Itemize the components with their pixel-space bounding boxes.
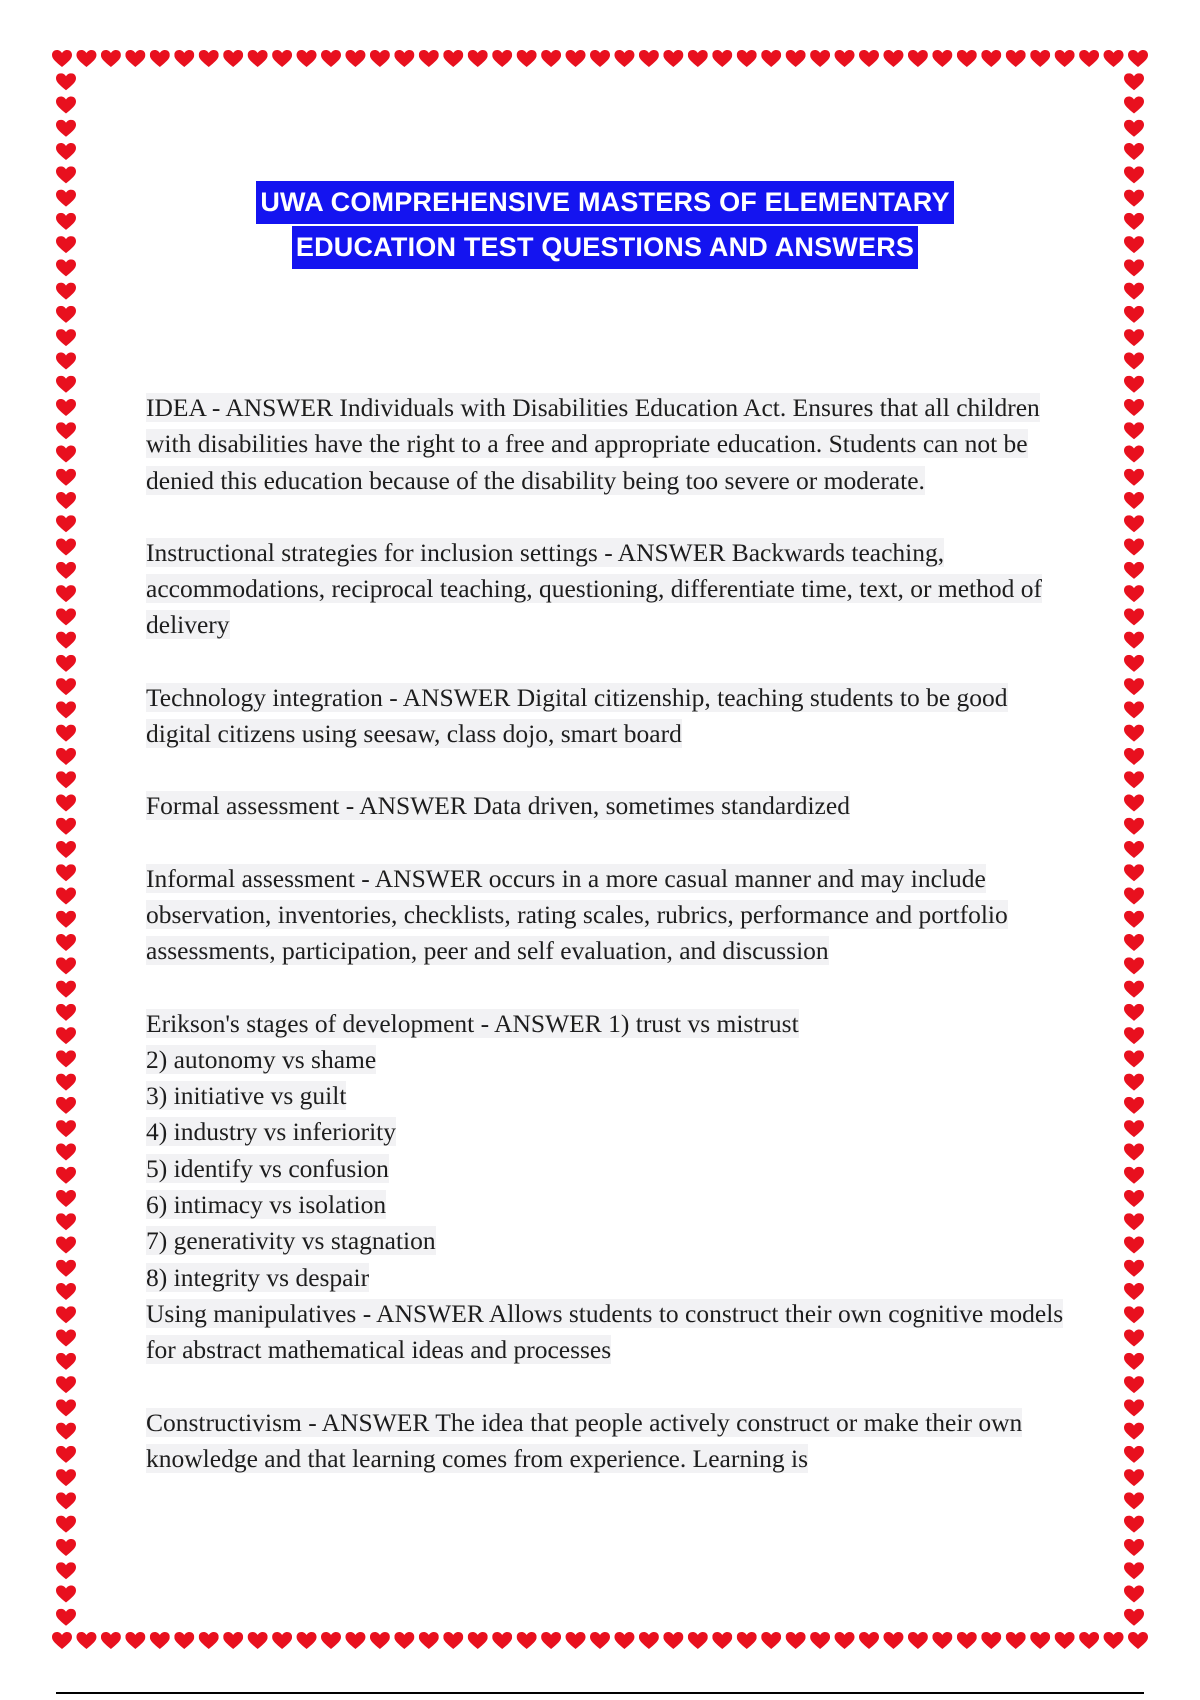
heart-icon (517, 1632, 537, 1649)
heart-icon (541, 1632, 561, 1649)
heart-icon (56, 864, 76, 881)
heart-icon (56, 1050, 76, 1067)
heart-icon (981, 50, 1001, 67)
heart-icon (199, 1632, 219, 1649)
heart-icon (761, 1632, 781, 1649)
heart-icon (272, 1632, 292, 1649)
heart-icon (52, 50, 72, 67)
heart-icon (614, 50, 634, 67)
heart-icon (125, 50, 145, 67)
heart-icon (56, 1330, 76, 1347)
heart-icon (56, 888, 76, 905)
heart-icon (56, 841, 76, 858)
heart-icon (56, 1027, 76, 1044)
heart-icon (1030, 50, 1050, 67)
heart-icon (1124, 1330, 1144, 1347)
qa-item-technology-integration: Technology integration - ANSWER Digital citizenship, teaching students to be good digital citizens using seesaw, class dojo, smart board (146, 682, 1008, 749)
heart-icon (541, 50, 561, 67)
heart-icon (810, 50, 830, 67)
heart-icon (56, 143, 76, 160)
heart-icon (56, 259, 76, 276)
heart-icon (786, 50, 806, 67)
heart-icon (1124, 911, 1144, 928)
heart-icon (1124, 143, 1144, 160)
heart-icon (56, 632, 76, 649)
heart-icon (1124, 1423, 1144, 1440)
heart-icon (883, 1632, 903, 1649)
heart-icon (56, 1585, 76, 1602)
heart-icon (56, 1120, 76, 1137)
heart-icon (1124, 1283, 1144, 1300)
erikson-line: 7) generativity vs stagnation (146, 1226, 436, 1256)
heart-icon (150, 1632, 170, 1649)
heart-icon (1124, 329, 1144, 346)
heart-icon (56, 97, 76, 114)
heart-icon (370, 50, 390, 67)
heart-icon (663, 1632, 683, 1649)
heart-icon (56, 515, 76, 532)
heart-icon (297, 1632, 317, 1649)
heart-icon (56, 748, 76, 765)
heart-icon (1124, 515, 1144, 532)
heart-icon (957, 1632, 977, 1649)
heart-icon (761, 50, 781, 67)
heart-icon (56, 469, 76, 486)
heart-icon (1006, 1632, 1026, 1649)
heart-icon (1124, 1213, 1144, 1230)
heart-icon (1124, 1585, 1144, 1602)
heart-icon (56, 608, 76, 625)
heart-icon (786, 1632, 806, 1649)
heart-icon (56, 73, 76, 90)
heart-icon (321, 1632, 341, 1649)
heart-icon (1124, 562, 1144, 579)
heart-icon (56, 213, 76, 230)
heart-icon (56, 166, 76, 183)
heart-icon (1104, 50, 1124, 67)
heart-icon (223, 1632, 243, 1649)
heart-icon (1128, 1632, 1148, 1649)
heart-icon (1124, 888, 1144, 905)
heart-icon (1124, 97, 1144, 114)
erikson-line: 6) intimacy vs isolation (146, 1190, 387, 1220)
heart-icon (566, 50, 586, 67)
heart-icon (1124, 1004, 1144, 1021)
heart-icon (1124, 539, 1144, 556)
heart-icon (1124, 934, 1144, 951)
heart-icon (56, 1446, 76, 1463)
heart-icon (1124, 1399, 1144, 1416)
heart-icon (1124, 446, 1144, 463)
heart-icon (56, 399, 76, 416)
heart-icon (174, 50, 194, 67)
heart-icon (56, 818, 76, 835)
qa-item-constructivism: Constructivism - ANSWER The idea that people actively construct or make their own knowledge and that learning comes from experience. Learning is (146, 1407, 1023, 1473)
heart-icon (908, 1632, 928, 1649)
heart-icon (1124, 1097, 1144, 1114)
heart-icon (1124, 794, 1144, 811)
heart-icon (56, 376, 76, 393)
heart-icon (1124, 306, 1144, 323)
heart-icon (174, 1632, 194, 1649)
heart-icon (1124, 1190, 1144, 1207)
heart-icon (1124, 701, 1144, 718)
heart-icon (101, 1632, 121, 1649)
heart-icon (1104, 1632, 1124, 1649)
heart-icon (957, 50, 977, 67)
heart-icon (1124, 1516, 1144, 1533)
heart-icon (370, 1632, 390, 1649)
heart-icon (56, 492, 76, 509)
page-divider (56, 1692, 1144, 1694)
heart-icon (1124, 864, 1144, 881)
heart-icon (1124, 120, 1144, 137)
qa-list (146, 390, 1076, 1513)
heart-icon (56, 1167, 76, 1184)
heart-icon (1124, 259, 1144, 276)
heart-icon (321, 50, 341, 67)
heart-icon (76, 1632, 96, 1649)
heart-icon (56, 1609, 76, 1626)
heart-icon (56, 655, 76, 672)
heart-icon (835, 50, 855, 67)
heart-icon (1124, 981, 1144, 998)
heart-icon (56, 794, 76, 811)
heart-icon (52, 1632, 72, 1649)
heart-icon (614, 1632, 634, 1649)
heart-icon (56, 1097, 76, 1114)
heart-icon (1124, 1562, 1144, 1579)
erikson-line: 2) autonomy vs shame (146, 1044, 377, 1074)
heart-icon (1124, 213, 1144, 230)
heart-icon (1124, 818, 1144, 835)
heart-icon (56, 1213, 76, 1230)
qa-item-instructional-strategies: Instructional strategies for inclusion settings - ANSWER Backwards teaching, accommodations, reciprocal teaching, questioning, differentiate time, text, or method of delivery (146, 537, 1042, 640)
heart-icon (56, 1376, 76, 1393)
heart-icon (468, 50, 488, 67)
heart-icon (859, 50, 879, 67)
heart-icon (1055, 50, 1075, 67)
heart-icon (56, 1143, 76, 1160)
heart-icon (101, 50, 121, 67)
heart-icon (56, 1399, 76, 1416)
heart-icon (56, 1074, 76, 1091)
heart-icon (56, 1492, 76, 1509)
heart-icon (1124, 73, 1144, 90)
heart-icon (56, 1260, 76, 1277)
heart-icon (297, 50, 317, 67)
heart-icon (56, 1306, 76, 1323)
heart-icon (908, 50, 928, 67)
qa-item-erikson-stages (146, 1006, 1076, 1296)
heart-icon (566, 1632, 586, 1649)
heart-icon (150, 50, 170, 67)
heart-icon (1124, 1050, 1144, 1067)
heart-icon (1124, 236, 1144, 253)
heart-icon (56, 190, 76, 207)
heart-icon (1124, 492, 1144, 509)
document-title (150, 180, 1060, 270)
heart-icon (248, 50, 268, 67)
heart-icon (1124, 1027, 1144, 1044)
heart-icon (56, 725, 76, 742)
heart-icon (1124, 422, 1144, 439)
heart-icon (56, 562, 76, 579)
heart-icon (1124, 841, 1144, 858)
heart-icon (1124, 957, 1144, 974)
heart-icon (56, 1353, 76, 1370)
heart-icon (1124, 376, 1144, 393)
erikson-line: 3) initiative vs guilt (146, 1081, 347, 1111)
heart-icon (1124, 1446, 1144, 1463)
heart-icon (737, 50, 757, 67)
heart-icon (1128, 50, 1148, 67)
heart-icon (56, 981, 76, 998)
qa-item-informal-assessment: Informal assessment - ANSWER occurs in a more casual manner and may include observation, inventories, checklists, rating scales, rubrics, performance and portfolio assessments, participation, peer and self evaluation, and discussion (146, 863, 1008, 966)
heart-icon (345, 50, 365, 67)
heart-icon (1124, 1469, 1144, 1486)
heart-icon (272, 50, 292, 67)
erikson-line: 5) identify vs confusion (146, 1153, 389, 1183)
heart-icon (1124, 1376, 1144, 1393)
qa-item-using-manipulatives: Using manipulatives - ANSWER Allows students to construct their own cognitive models for abstract mathematical ideas and processes (146, 1298, 1064, 1365)
heart-icon (56, 1004, 76, 1021)
heart-icon (1124, 1492, 1144, 1509)
heart-icon (248, 1632, 268, 1649)
heart-icon (1124, 678, 1144, 695)
heart-icon (639, 1632, 659, 1649)
heart-icon (1124, 771, 1144, 788)
heart-icon (1124, 166, 1144, 183)
heart-icon (1124, 748, 1144, 765)
heart-icon (56, 911, 76, 928)
heart-icon (1124, 608, 1144, 625)
heart-icon (1124, 1306, 1144, 1323)
heart-icon (56, 678, 76, 695)
heart-icon (56, 1190, 76, 1207)
heart-icon (688, 1632, 708, 1649)
heart-icon (56, 422, 76, 439)
heart-icon (1124, 632, 1144, 649)
heart-icon (1079, 1632, 1099, 1649)
heart-icon (443, 1632, 463, 1649)
heart-icon (1124, 725, 1144, 742)
heart-icon (1124, 1167, 1144, 1184)
heart-icon (1124, 1237, 1144, 1254)
heart-icon (1124, 1353, 1144, 1370)
heart-icon (56, 236, 76, 253)
heart-icon (688, 50, 708, 67)
heart-icon (56, 1283, 76, 1300)
heart-icon (590, 50, 610, 67)
heart-icon (56, 539, 76, 556)
heart-icon (835, 1632, 855, 1649)
heart-icon (1124, 1120, 1144, 1137)
heart-icon (1124, 1609, 1144, 1626)
heart-icon (981, 1632, 1001, 1649)
heart-icon (932, 1632, 952, 1649)
heart-icon (394, 50, 414, 67)
heart-icon (56, 1539, 76, 1556)
heart-icon (345, 1632, 365, 1649)
heart-icon (1124, 283, 1144, 300)
heart-icon (56, 771, 76, 788)
heart-icon (56, 934, 76, 951)
heart-icon (712, 50, 732, 67)
heart-icon (56, 957, 76, 974)
heart-icon (1124, 655, 1144, 672)
heart-icon (590, 1632, 610, 1649)
heart-icon (468, 1632, 488, 1649)
heart-icon (394, 1632, 414, 1649)
heart-icon (56, 352, 76, 369)
erikson-line: Erikson's stages of development - ANSWER 1) trust vs mistrust (146, 1008, 799, 1038)
title-line-1: UWA COMPREHENSIVE MASTERS OF ELEMENTARY (256, 181, 953, 224)
heart-icon (125, 1632, 145, 1649)
heart-icon (56, 1423, 76, 1440)
heart-icon (76, 50, 96, 67)
erikson-line: 8) integrity vs despair (146, 1262, 370, 1292)
heart-icon (639, 50, 659, 67)
heart-icon (492, 1632, 512, 1649)
heart-icon (1030, 1632, 1050, 1649)
qa-item-idea: IDEA - ANSWER Individuals with Disabilities Education Act. Ensures that all children with disabilities have the right to a free and appropriate education. Students can not be denied this education because of the disability being too severe or moderate. (146, 393, 1040, 495)
heart-icon (56, 585, 76, 602)
heart-icon (737, 1632, 757, 1649)
heart-icon (1006, 50, 1026, 67)
heart-icon (419, 1632, 439, 1649)
heart-icon (1124, 1143, 1144, 1160)
heart-icon (1055, 1632, 1075, 1649)
heart-icon (1124, 1074, 1144, 1091)
heart-icon (1124, 399, 1144, 416)
heart-icon (56, 120, 76, 137)
heart-icon (1124, 352, 1144, 369)
heart-icon (223, 50, 243, 67)
heart-icon (1124, 1539, 1144, 1556)
heart-icon (1124, 585, 1144, 602)
title-line-2: EDUCATION TEST QUESTIONS AND ANSWERS (292, 226, 918, 269)
heart-icon (56, 701, 76, 718)
heart-icon (1079, 50, 1099, 67)
heart-icon (517, 50, 537, 67)
heart-icon (56, 1516, 76, 1533)
heart-icon (56, 283, 76, 300)
heart-icon (859, 1632, 879, 1649)
heart-icon (56, 1237, 76, 1254)
heart-icon (56, 329, 76, 346)
heart-icon (56, 1469, 76, 1486)
heart-icon (419, 50, 439, 67)
heart-icon (443, 50, 463, 67)
heart-icon (1124, 1260, 1144, 1277)
heart-icon (712, 1632, 732, 1649)
heart-icon (932, 50, 952, 67)
erikson-line: 4) industry vs inferiority (146, 1117, 397, 1147)
heart-icon (810, 1632, 830, 1649)
heart-icon (883, 50, 903, 67)
heart-icon (56, 446, 76, 463)
heart-icon (199, 50, 219, 67)
heart-icon (1124, 190, 1144, 207)
heart-icon (1124, 469, 1144, 486)
heart-icon (663, 50, 683, 67)
heart-icon (56, 306, 76, 323)
heart-icon (56, 1562, 76, 1579)
heart-icon (492, 50, 512, 67)
qa-item-formal-assessment: Formal assessment - ANSWER Data driven, sometimes standardized (146, 791, 850, 821)
